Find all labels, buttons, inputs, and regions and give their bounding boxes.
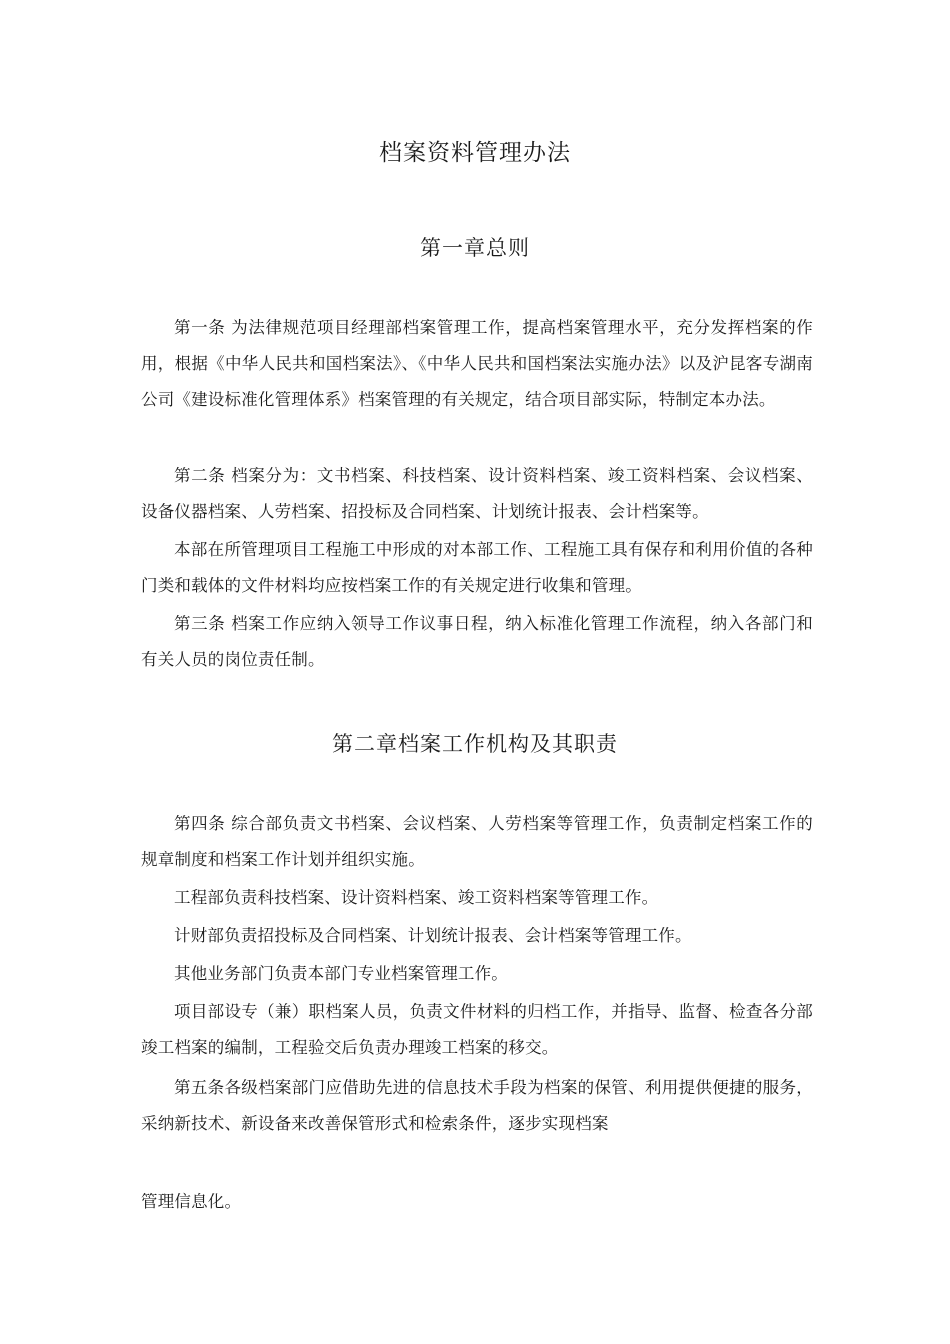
other-dept-paragraph: 其他业务部门负责本部门专业档案管理工作。 [174,964,508,983]
article-3-paragraph: 第三条 档案工作应纳入领导工作议事日程，纳入标准化管理工作流程，纳入各部门和有关人员的岗位责任制。 [141,614,813,669]
document-title: 档案资料管理办法 [379,140,571,166]
article-2-continuation-paragraph: 本部在所管理项目工程施工中形成的对本部工作、工程施工具有保存和利用价值的各种门类和载体的文件材料均应按档案工作的有关规定进行收集和管理。 [141,540,813,595]
article-1-paragraph: 第一条 为法律规范项目经理部档案管理工作，提高档案管理水平，充分发挥档案的作用，根据《中华人民共和国档案法》、《中华人民共和国档案法实施办法》以及沪昆客专湖南公司《建设标准化管理体系》档案管理的有关规定，结合项目部实际，特制定本办法。 [141,318,813,409]
project-archivist-paragraph: 项目部设专（兼）职档案人员，负责文件材料的归档工作，并指导、监督、检查各分部竣工档案的编制，工程验交后负责办理竣工档案的移交。 [141,1002,813,1057]
engineering-dept-paragraph: 工程部负责科技档案、设计资料档案、竣工资料档案等管理工作。 [174,888,659,907]
finance-dept-paragraph: 计财部负责招投标及合同档案、计划统计报表、会计档案等管理工作。 [174,926,692,945]
article-4-paragraph: 第四条 综合部负责文书档案、会议档案、人劳档案等管理工作，负责制定档案工作的规章制度和档案工作计划并组织实施。 [141,814,813,869]
article-5-tail-paragraph: 管理信息化。 [141,1192,242,1211]
chapter-2-heading: 第二章档案工作机构及其职责 [332,732,618,756]
chapter-1-heading: 第一章总则 [420,236,530,260]
article-5-paragraph: 第五条各级档案部门应借助先进的信息技术手段为档案的保管、利用提供便捷的服务，采纳新技术、新设备来改善保管形式和检索条件，逐步实现档案 [141,1078,813,1133]
article-2-paragraph: 第二条 档案分为：文书档案、科技档案、设计资料档案、竣工资料档案、会议档案、设备仪器档案、人劳档案、招投标及合同档案、计划统计报表、会计档案等。 [141,466,813,521]
